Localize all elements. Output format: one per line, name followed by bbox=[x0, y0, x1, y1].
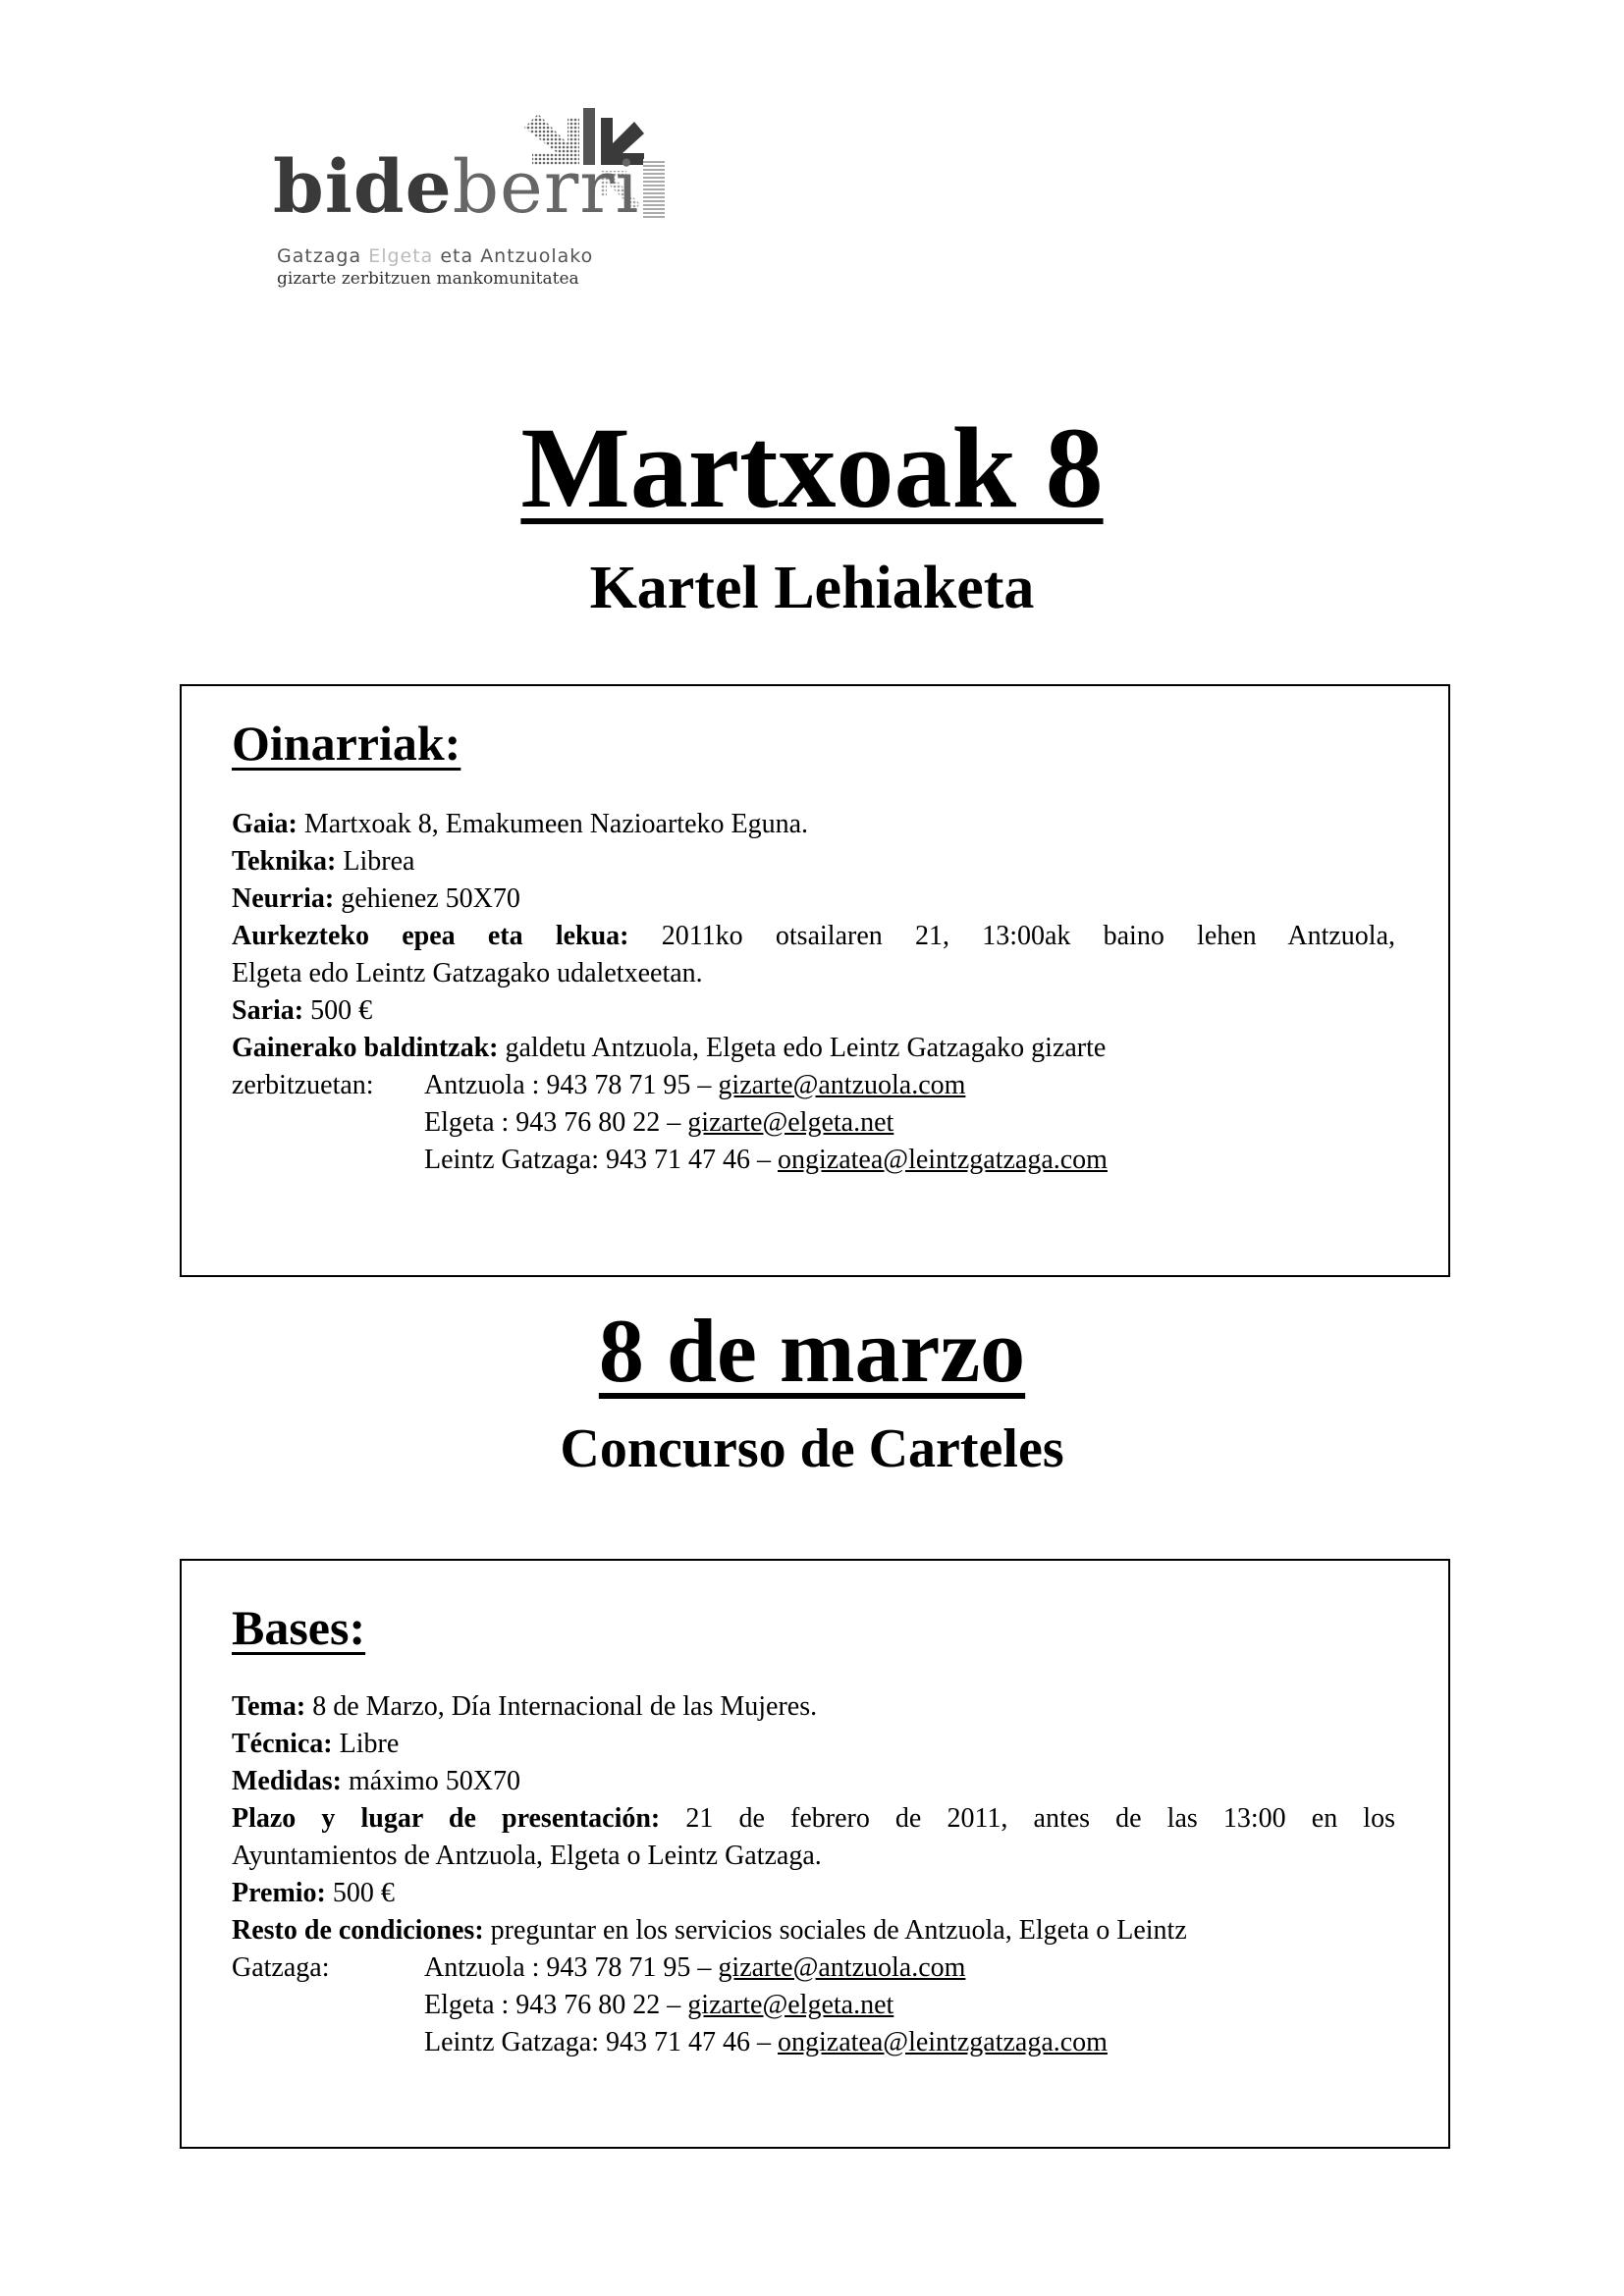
field-epea: Aurkezteko epea eta lekua: 2011ko otsailaren 21, 13:00ak baino lehen Antzuola, bbox=[232, 921, 1395, 951]
contact-elgeta: Elgeta : 943 76 80 22 – gizarte@elgeta.net bbox=[424, 1990, 894, 2020]
contact-row bbox=[232, 2024, 1395, 2061]
email-link[interactable]: gizarte@antzuola.com bbox=[718, 1952, 966, 1983]
logo-subtitle-2: gizarte zerbitzuen mankomunitatea bbox=[277, 269, 579, 289]
contact-row bbox=[232, 1067, 1395, 1104]
box-es bbox=[180, 1559, 1450, 2149]
contact-elgeta: Elgeta : 943 76 80 22 – gizarte@elgeta.net bbox=[424, 1107, 894, 1138]
box-eu bbox=[180, 684, 1450, 1277]
box-heading-es: Bases: bbox=[232, 1600, 366, 1655]
contact-lead: Gatzaga: bbox=[232, 1952, 330, 1983]
title-eu: Martxoak 8 bbox=[520, 403, 1104, 532]
logo-subtitle-1: Gatzaga Elgeta eta Antzuolako bbox=[277, 245, 594, 267]
contact-lead: zerbitzuetan: bbox=[232, 1070, 374, 1100]
field-epea-cont: Elgeta edo Leintz Gatzagako udaletxeetan. bbox=[232, 958, 703, 988]
field-tema: Tema: 8 de Marzo, Día Internacional de las Mujeres. bbox=[232, 1691, 818, 1722]
field-gainerako: Gainerako baldintzak: galdetu Antzuola, Elgeta edo Leintz Gatzagako gizarte bbox=[232, 1033, 1107, 1063]
contact-row bbox=[232, 1949, 1395, 1987]
field-teknika: Teknika: Librea bbox=[232, 846, 415, 877]
email-link[interactable]: ongizatea@leintzgatzaga.com bbox=[778, 1145, 1108, 1175]
logo-name-light: bide bbox=[273, 145, 453, 230]
field-neurria: Neurria: gehienez 50X70 bbox=[232, 883, 520, 914]
field-saria: Saria: 500 € bbox=[232, 995, 373, 1026]
box-body-es bbox=[232, 1688, 1395, 2061]
contact-leintz-gatzaga: Leintz Gatzaga: 943 71 47 46 – ongizatea@leintzgatzaga.com bbox=[424, 1145, 1108, 1175]
contact-leintz-gatzaga: Leintz Gatzaga: 943 71 47 46 – ongizatea@leintzgatzaga.com bbox=[424, 2027, 1108, 2057]
logo-gradient-bar bbox=[643, 159, 665, 218]
subtitle-es: Concurso de Carteles bbox=[560, 1418, 1064, 1479]
contact-antzuola: Antzuola : 943 78 71 95 – gizarte@antzuola.com bbox=[424, 1070, 966, 1100]
email-link[interactable]: gizarte@antzuola.com bbox=[718, 1070, 966, 1100]
title-es: 8 de marzo bbox=[598, 1301, 1026, 1401]
field-plazo-cont: Ayuntamientos de Antzuola, Elgeta o Leintz Gatzaga. bbox=[232, 1841, 822, 1871]
contact-antzuola: Antzuola : 943 78 71 95 – gizarte@antzuola.com bbox=[424, 1952, 966, 1983]
logo-wordmark bbox=[273, 145, 665, 230]
box-heading-eu: Oinarriak: bbox=[232, 716, 461, 771]
logo-name-bold: berri bbox=[452, 145, 640, 230]
subtitle-eu: Kartel Lehiaketa bbox=[589, 555, 1035, 621]
email-link[interactable]: gizarte@elgeta.net bbox=[687, 1990, 894, 2020]
field-plazo: Plazo y lugar de presentación: 21 de febrero de 2011, antes de las 13:00 en los bbox=[232, 1803, 1395, 1834]
box-body-eu bbox=[232, 806, 1395, 1179]
field-resto: Resto de condiciones: preguntar en los servicios sociales de Antzuola, Elgeta o Leintz bbox=[232, 1915, 1187, 1946]
email-link[interactable]: gizarte@elgeta.net bbox=[687, 1107, 894, 1138]
email-link[interactable]: ongizatea@leintzgatzaga.com bbox=[778, 2027, 1108, 2057]
field-premio: Premio: 500 € bbox=[232, 1878, 395, 1908]
field-gaia: Gaia: Martxoak 8, Emakumeen Nazioarteko Eguna. bbox=[232, 809, 809, 839]
contact-row bbox=[232, 1142, 1395, 1179]
bideberri-logo bbox=[273, 106, 666, 293]
field-medidas: Medidas: máximo 50X70 bbox=[232, 1766, 520, 1796]
field-tecnica: Técnica: Libre bbox=[232, 1729, 400, 1759]
contact-row bbox=[232, 1104, 1395, 1142]
contact-row bbox=[232, 1987, 1395, 2024]
